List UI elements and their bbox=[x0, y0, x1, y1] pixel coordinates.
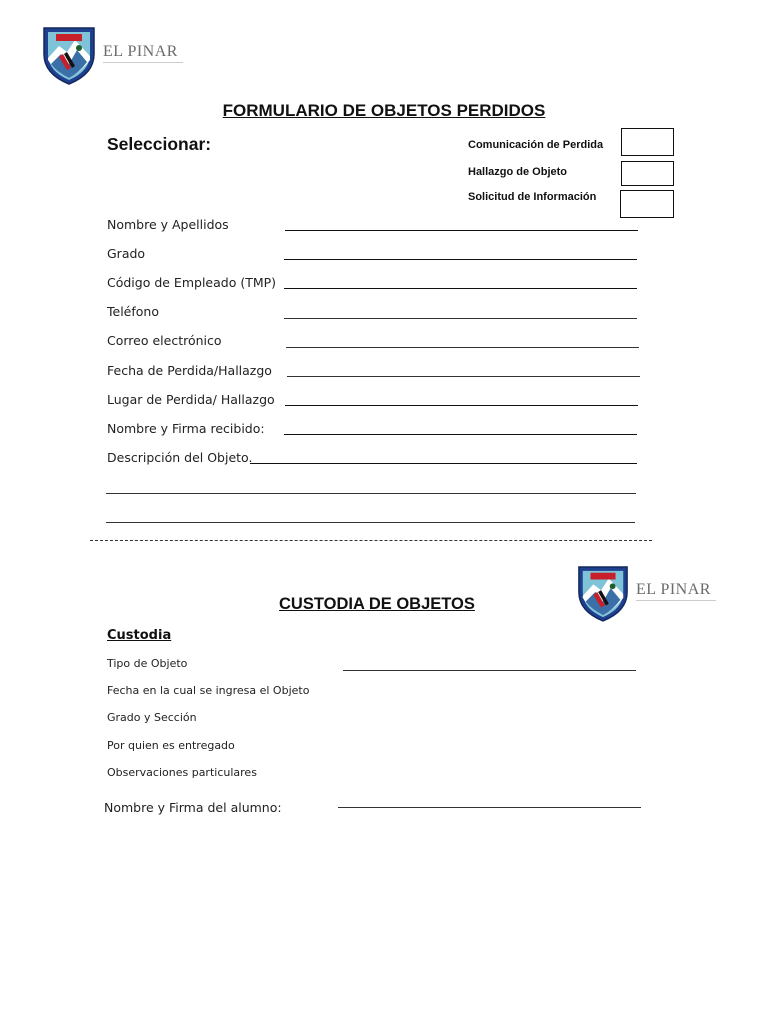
descripcion-extra-line-2[interactable] bbox=[106, 522, 635, 523]
option-solicitud-checkbox[interactable] bbox=[620, 190, 674, 218]
field-grado-label: Grado bbox=[107, 246, 146, 261]
custody-observaciones-label: Observaciones particulares bbox=[107, 766, 257, 779]
option-comunicacion-checkbox[interactable] bbox=[621, 128, 674, 156]
custody-tipo-line[interactable] bbox=[343, 670, 636, 671]
crest-icon bbox=[41, 24, 97, 86]
custody-grado-label: Grado y Sección bbox=[107, 711, 197, 724]
field-nombre-line[interactable] bbox=[285, 230, 638, 231]
field-nombre-label: Nombre y Apellidos bbox=[107, 217, 229, 232]
option-hallazgo-label: Hallazgo de Objeto bbox=[468, 166, 568, 178]
logo-tagline-secondary bbox=[636, 600, 716, 604]
option-comunicacion-label: Comunicación de Perdida bbox=[468, 139, 604, 151]
field-lugar-label: Lugar de Perdida/ Hallazgo bbox=[107, 392, 275, 407]
logo-name-secondary: EL PINAR bbox=[636, 581, 711, 598]
field-telefono-line[interactable] bbox=[284, 318, 637, 319]
custody-subtitle: Custodia bbox=[107, 628, 172, 643]
cut-divider bbox=[90, 540, 652, 541]
form-title: FORMULARIO DE OBJETOS PERDIDOS bbox=[222, 101, 546, 120]
field-correo-label: Correo electrónico bbox=[107, 333, 222, 348]
field-correo-line[interactable] bbox=[286, 347, 639, 348]
select-label: Seleccionar: bbox=[107, 134, 212, 154]
school-logo bbox=[41, 24, 183, 86]
field-firma-label: Nombre y Firma recibido: bbox=[107, 421, 265, 436]
crest-icon bbox=[576, 562, 630, 624]
field-codigo-label: Código de Empleado (TMP) bbox=[107, 275, 277, 290]
option-hallazgo-checkbox[interactable] bbox=[621, 161, 674, 186]
logo-name: EL PINAR bbox=[103, 43, 178, 60]
field-descripcion-label: Descripción del Objeto. bbox=[107, 450, 253, 465]
field-lugar-line[interactable] bbox=[285, 405, 638, 406]
field-codigo-line[interactable] bbox=[284, 288, 637, 289]
custody-title: CUSTODIA DE OBJETOS bbox=[279, 595, 475, 613]
custody-fecha-label: Fecha en la cual se ingresa el Objeto bbox=[107, 684, 310, 697]
school-logo-secondary bbox=[576, 562, 716, 624]
custody-signature-line[interactable] bbox=[338, 807, 641, 808]
field-grado-line[interactable] bbox=[284, 259, 637, 260]
descripcion-extra-line-1[interactable] bbox=[106, 493, 636, 494]
field-fecha-label: Fecha de Perdida/Hallazgo bbox=[107, 363, 272, 378]
field-firma-line[interactable] bbox=[284, 434, 637, 435]
field-fecha-line[interactable] bbox=[287, 376, 640, 377]
custody-tipo-label: Tipo de Objeto bbox=[107, 657, 188, 670]
custody-signature-label: Nombre y Firma del alumno: bbox=[104, 800, 282, 815]
option-solicitud-label: Solicitud de Información bbox=[468, 191, 597, 203]
field-telefono-label: Teléfono bbox=[107, 304, 159, 319]
custody-entregado-label: Por quien es entregado bbox=[107, 739, 235, 752]
field-descripcion-line[interactable] bbox=[250, 463, 637, 464]
logo-tagline bbox=[103, 62, 183, 66]
